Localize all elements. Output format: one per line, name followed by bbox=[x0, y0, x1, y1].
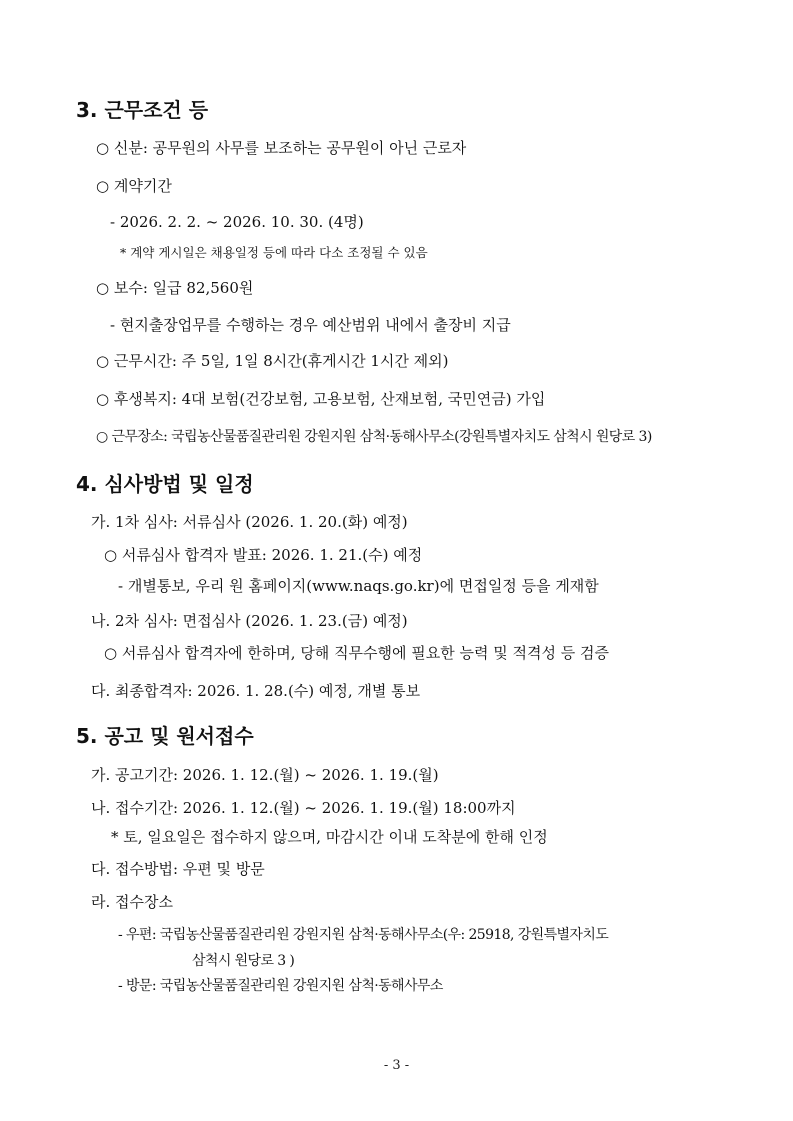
first-screening-notice: - 개별통보, 우리 원 홈페이지(www.naqs.go.kr)에 면접일정 등을 게재함 bbox=[118, 577, 599, 595]
working-hours: ○ 근무시간: 주 5일, 1일 8시간(휴게시간 1시간 제외) bbox=[96, 352, 449, 370]
receipt-place: 라. 접수장소 bbox=[91, 893, 173, 911]
section-5-heading: 5. 공고 및 원서접수 bbox=[76, 724, 254, 748]
contract-label: ○ 계약기간 bbox=[96, 177, 172, 195]
second-screening-detail: ○ 서류심사 합격자에 한하며, 당해 직무수행에 필요한 능력 및 적격성 등 검증 bbox=[104, 644, 610, 662]
section-3-heading: 3. 근무조건 등 bbox=[76, 98, 209, 122]
second-screening: 나. 2차 심사: 면접심사 (2026. 1. 23.(금) 예정) bbox=[91, 612, 408, 630]
receipt-method: 다. 접수방법: 우편 및 방문 bbox=[91, 860, 265, 878]
visit-address: - 방문: 국립농산물품질관리원 강원지원 삼척·동해사무소 bbox=[118, 978, 443, 994]
mail-address-line-1: - 우편: 국립농산물품질관리원 강원지원 삼척·동해사무소(우: 25918, 강원특별자치도 bbox=[118, 927, 609, 943]
contract-period: - 2026. 2. 2. ~ 2026. 10. 30. (4명) bbox=[110, 213, 364, 231]
page-number: - 3 - bbox=[383, 1058, 410, 1073]
receipt-note: * 토, 일요일은 접수하지 않으며, 마감시간 이내 도착분에 한해 인정 bbox=[111, 828, 548, 846]
notice-period: 가. 공고기간: 2026. 1. 12.(월) ~ 2026. 1. 19.(월) bbox=[91, 766, 439, 784]
welfare: ○ 후생복지: 4대 보험(건강보험, 고용보험, 산재보험, 국민연금) 가입 bbox=[96, 390, 546, 408]
work-location: ○ 근무장소: 국립농산물품질관리원 강원지원 삼척·동해사무소(강원특별자치도 삼척시 원당로 3) bbox=[96, 429, 652, 445]
mail-address-line-2: 삼척시 원당로 3 ) bbox=[192, 953, 295, 969]
pay-note: - 현지출장업무를 수행하는 경우 예산범위 내에서 출장비 지급 bbox=[110, 316, 511, 334]
employment-status: ○ 신분: 공무원의 사무를 보조하는 공무원이 아닌 근로자 bbox=[96, 139, 467, 157]
first-screening-result: ○ 서류심사 합격자 발표: 2026. 1. 21.(수) 예정 bbox=[104, 546, 423, 564]
receipt-period: 나. 접수기간: 2026. 1. 12.(월) ~ 2026. 1. 19.(월) 18:00까지 bbox=[91, 799, 516, 817]
contract-note: * 계약 게시일은 채용일정 등에 따라 다소 조정될 수 있음 bbox=[120, 245, 428, 260]
section-4-heading: 4. 심사방법 및 일정 bbox=[76, 472, 254, 496]
final-result: 다. 최종합격자: 2026. 1. 28.(수) 예정, 개별 통보 bbox=[91, 682, 421, 700]
pay: ○ 보수: 일급 82,560원 bbox=[96, 279, 254, 297]
first-screening: 가. 1차 심사: 서류심사 (2026. 1. 20.(화) 예정) bbox=[91, 513, 408, 531]
